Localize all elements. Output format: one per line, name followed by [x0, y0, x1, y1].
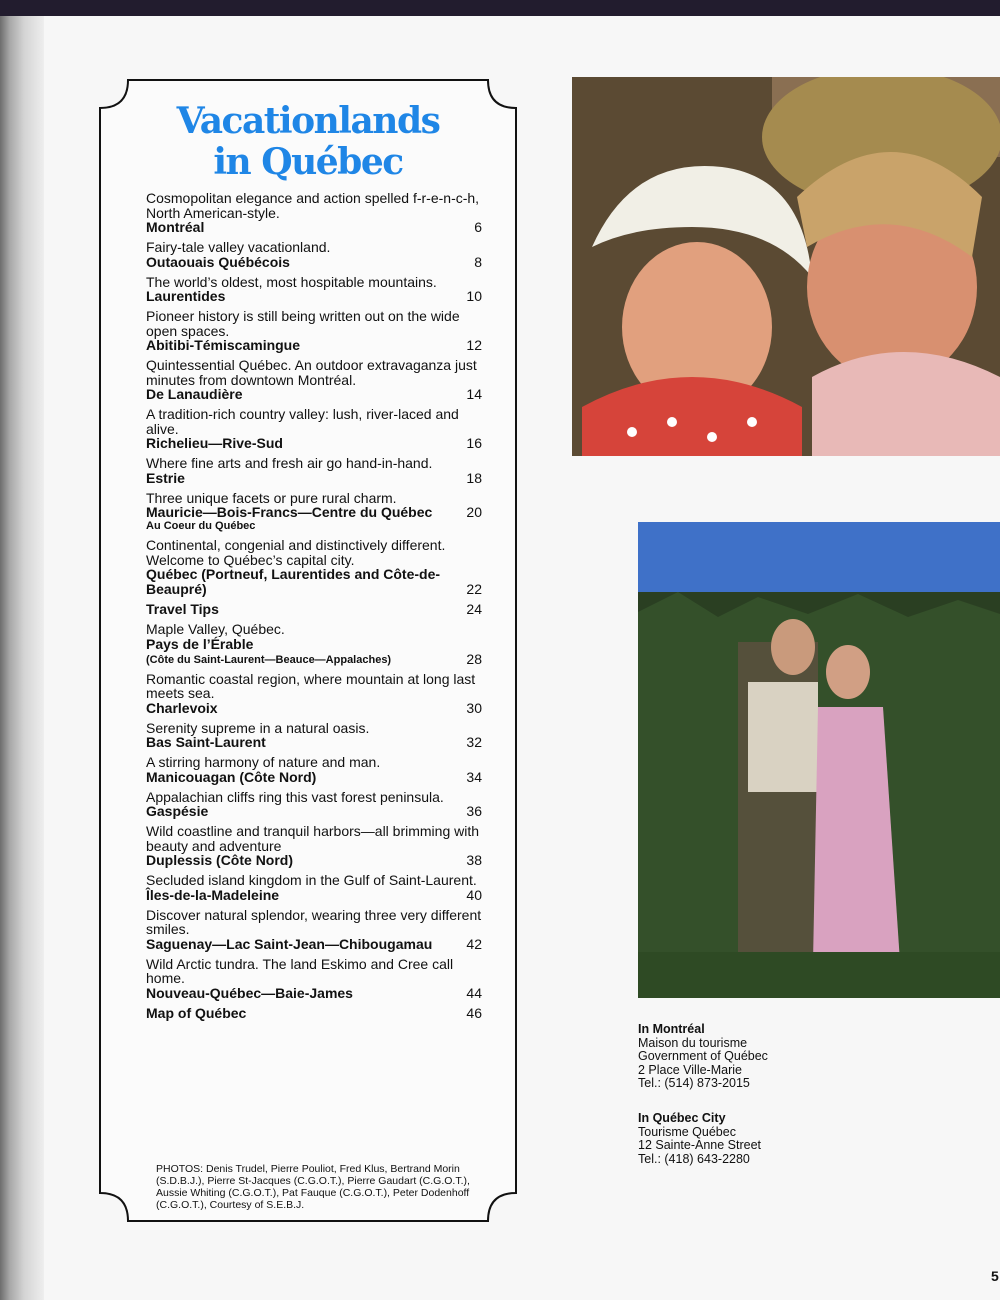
- contact-phone: Tel.: (514) 873-2015: [638, 1076, 750, 1090]
- page-title: [98, 101, 518, 183]
- entry-title-row: [146, 255, 482, 270]
- entry-page-number: 32: [466, 734, 482, 750]
- entry-page-number: 18: [466, 469, 482, 486]
- entry-title-row: [146, 853, 482, 868]
- entry-description: Discover natural splendor, wearing three very different smiles.: [146, 906, 482, 937]
- entry-page-number: 46: [466, 1004, 482, 1021]
- entry-page-number: 30: [466, 699, 482, 716]
- entry-title-row: [146, 1006, 482, 1021]
- entry-title-row: [146, 338, 482, 353]
- entry-page-number: 10: [466, 288, 482, 304]
- photo-girls-bonnets: [572, 77, 1000, 456]
- contents-entry: [146, 191, 482, 235]
- contents-entry: [146, 622, 482, 667]
- photo-credits: PHOTOS: Denis Trudel, Pierre Pouliot, Fred Klus, Bertrand Morin (S.D.B.J.), Pierre St-Jacques (C.G.O.T.), Pierre Gaudart (C.G.O.T.), Aussie Whiting (C.G.O.T.), Pat Fauque (C.G.O.T.), Peter Dodenhoff (C.G.O.T.), Courtesy of S.E.B.J.: [156, 1163, 470, 1211]
- entry-subtitle-row: [146, 652, 482, 667]
- entry-region-name: Duplessis (Côte Nord): [146, 852, 294, 868]
- entry-region-name: Richelieu—Rive-Sud: [146, 435, 283, 451]
- entry-region-name: Nouveau-Québec—Baie-James: [146, 984, 353, 1001]
- entry-region-name: Outaouais Québécois: [146, 253, 290, 270]
- contents-entry: [146, 309, 482, 353]
- contents-entry: [146, 1006, 482, 1021]
- contact-line: Maison du tourisme: [638, 1035, 748, 1050]
- entry-subtitle-row: [146, 520, 482, 533]
- contents-entry: [146, 824, 482, 868]
- contact-heading: In Québec City: [638, 1111, 726, 1125]
- entry-region-name: Saguenay—Lac Saint-Jean—Chibougamau: [146, 935, 433, 952]
- entry-region-name: Pays de l’Érable: [146, 635, 254, 652]
- contents-entry: [146, 721, 482, 751]
- entry-title-row: [146, 471, 482, 486]
- entry-region-name: Montréal: [146, 219, 205, 235]
- contents-entry: [146, 602, 482, 617]
- entry-page-number: 14: [466, 386, 482, 402]
- contents-entry: [146, 538, 482, 597]
- entry-title-row: [146, 436, 482, 451]
- entry-description: Maple Valley, Québec.: [146, 621, 285, 637]
- entry-region-name: Charlevoix: [146, 699, 218, 716]
- entry-title-row: [146, 770, 482, 785]
- entry-title-row: [146, 735, 482, 750]
- contents-list: [146, 191, 482, 1026]
- contents-entry: [146, 790, 482, 820]
- entry-title-row: [146, 637, 482, 652]
- entry-page-number: 42: [466, 935, 482, 952]
- contents-entry: [146, 873, 482, 903]
- contents-entry: [146, 672, 482, 716]
- entry-page-number: 28: [466, 650, 482, 667]
- entry-description: Cosmopolitan elegance and action spelled f-r-e-n-c-h, North American-style.: [146, 190, 480, 221]
- entry-page-number: 44: [466, 984, 482, 1001]
- contact-line: Government of Québec: [638, 1049, 768, 1063]
- entry-page-number: 38: [466, 852, 482, 868]
- entry-page-number: 8: [474, 253, 482, 270]
- top-edge: [0, 0, 1000, 16]
- contents-entry: [146, 491, 482, 534]
- contents-entry: [146, 908, 482, 952]
- contents-entry: [146, 957, 482, 1001]
- entry-title-row: [146, 220, 482, 235]
- contents-entry: [146, 755, 482, 785]
- entry-page-number: 40: [466, 886, 482, 903]
- entry-region-name: Manicouagan (Côte Nord): [146, 768, 317, 785]
- entry-page-number: 24: [466, 601, 482, 617]
- entry-title-row: [146, 986, 482, 1001]
- entry-page-number: 20: [466, 504, 482, 520]
- entry-page-number: 34: [466, 768, 482, 785]
- entry-title-row: [146, 387, 482, 402]
- entry-title-row: [146, 937, 482, 952]
- entry-description: Appalachian cliffs ring this vast forest peninsula.: [146, 788, 444, 805]
- entry-title-row: [146, 289, 482, 304]
- entry-title-row: [146, 602, 482, 617]
- contact-montreal: [638, 1023, 838, 1091]
- entry-title-row: [146, 505, 482, 520]
- entry-description: Where fine arts and fresh air go hand-in-hand.: [146, 455, 433, 471]
- entry-title-row: [146, 701, 482, 716]
- contact-line: 2 Place Ville-Marie: [638, 1062, 742, 1077]
- entry-region-name: De Lanaudière: [146, 386, 243, 402]
- contact-heading: In Montréal: [638, 1022, 705, 1036]
- entry-description: Continental, congenial and distinctively different. Welcome to Québec’s capital city.: [146, 537, 446, 568]
- entry-description: A tradition-rich country valley: lush, river-laced and alive.: [146, 406, 459, 437]
- entry-region-name: Québec (Portneuf, Laurentides and Côte-de-Beaupré): [146, 566, 441, 597]
- entry-region-name: Îles-de-la-Madeleine: [146, 886, 280, 903]
- title-line-1: Vacationlands: [176, 100, 440, 142]
- entry-region-name: Travel Tips: [146, 601, 219, 617]
- entry-description: Serenity supreme in a natural oasis.: [146, 719, 370, 736]
- entry-description: Fairy-tale valley vacationland.: [146, 239, 331, 255]
- binding-shadow: [0, 16, 44, 1300]
- entry-description: Romantic coastal region, where mountain at long last meets sea.: [146, 670, 476, 701]
- entry-title-row: [146, 567, 482, 597]
- contact-quebec-city: [638, 1112, 838, 1166]
- entry-description: Wild coastline and tranquil harbors—all brimming with beauty and adventure: [146, 823, 480, 854]
- photo-couple-cornfield: [638, 522, 1000, 998]
- entry-description: Three unique facets or pure rural charm.: [146, 489, 397, 506]
- entry-description: Pioneer history is still being written out on the wide open spaces.: [146, 308, 460, 339]
- entry-subtitle: (Côte du Saint-Laurent—Beauce—Appalaches): [146, 653, 392, 666]
- entry-page-number: 22: [466, 581, 482, 597]
- entry-page-number: 16: [466, 435, 482, 451]
- contents-entry: [146, 407, 482, 451]
- entry-page-number: 12: [466, 337, 482, 353]
- contents-entry: [146, 456, 482, 486]
- contact-line: 12 Sainte-Anne Street: [638, 1138, 761, 1152]
- entry-description: A stirring harmony of nature and man.: [146, 754, 381, 770]
- entry-region-name: Abitibi-Témiscamingue: [146, 337, 301, 353]
- title-line-2: in Québec: [213, 141, 403, 183]
- contact-phone: Tel.: (418) 643-2280: [638, 1151, 750, 1166]
- page-number: 5: [991, 1268, 999, 1284]
- entry-title-row: [146, 888, 482, 903]
- entry-page-number: 6: [474, 219, 482, 235]
- contact-line: Tourisme Québec: [638, 1124, 736, 1139]
- entry-region-name: Estrie: [146, 469, 185, 486]
- entry-description: The world’s oldest, most hospitable mountains.: [146, 273, 437, 290]
- contents-entry: [146, 240, 482, 270]
- entry-region-name: Mauricie—Bois-Francs—Centre du Québec: [146, 504, 433, 520]
- entry-region-name: Bas Saint-Laurent: [146, 734, 266, 750]
- entry-subtitle: Au Coeur du Québec: [146, 520, 256, 532]
- entry-description: Quintessential Québec. An outdoor extravaganza just minutes from downtown Montréal.: [146, 357, 477, 388]
- entry-region-name: Gaspésie: [146, 803, 209, 819]
- entry-description: Wild Arctic tundra. The land Eskimo and Cree call home.: [146, 955, 454, 986]
- contents-entry: [146, 358, 482, 402]
- entry-description: Secluded island kingdom in the Gulf of Saint-Laurent.: [146, 872, 477, 888]
- entry-page-number: 36: [466, 803, 482, 819]
- entry-title-row: [146, 804, 482, 819]
- entry-region-name: Laurentides: [146, 288, 226, 304]
- entry-region-name: Map of Québec: [146, 1004, 247, 1021]
- contents-entry: [146, 275, 482, 305]
